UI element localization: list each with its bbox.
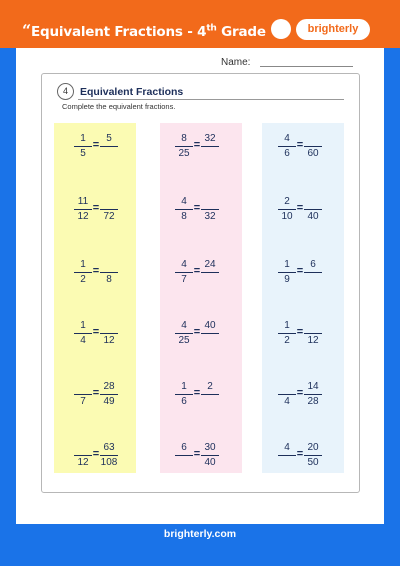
fraction-bar xyxy=(74,146,92,147)
fraction-right xyxy=(304,320,322,347)
fraction-bar xyxy=(100,455,118,456)
fraction-bar xyxy=(175,333,193,334)
fraction-left xyxy=(175,381,193,408)
fraction-bar xyxy=(304,272,322,273)
fraction-equation xyxy=(175,320,223,350)
numerator[interactable] xyxy=(74,442,92,454)
numerator[interactable] xyxy=(201,196,219,208)
fraction-bar xyxy=(100,146,118,147)
fraction-bar xyxy=(74,333,92,334)
numerator: 6 xyxy=(310,259,316,270)
denominator: 60 xyxy=(307,148,319,159)
denominator: 40 xyxy=(307,211,319,222)
fraction-bar xyxy=(100,394,118,395)
fraction-left xyxy=(175,259,193,286)
denominator[interactable] xyxy=(201,274,219,286)
fraction-right xyxy=(100,442,118,469)
fraction-bar xyxy=(74,209,92,210)
numerator: 1 xyxy=(80,133,86,144)
denominator: 72 xyxy=(103,211,115,222)
fraction-left xyxy=(175,196,193,223)
numerator: 1 xyxy=(80,259,86,270)
fraction-equation xyxy=(175,381,223,411)
fraction-bar xyxy=(175,272,193,273)
fraction-right xyxy=(201,196,219,223)
worksheet-title xyxy=(22,21,266,40)
fraction-equation xyxy=(74,196,122,226)
fraction-bar xyxy=(74,272,92,273)
denominator: 4 xyxy=(284,396,290,407)
fraction-bar xyxy=(278,333,296,334)
denominator: 7 xyxy=(80,396,86,407)
fraction-left xyxy=(278,259,296,286)
equals-sign: = xyxy=(296,202,304,214)
fraction-bar xyxy=(74,394,92,395)
fraction-equation xyxy=(175,133,223,163)
fraction-right xyxy=(100,196,118,223)
numerator: 2 xyxy=(207,381,213,392)
fraction-bar xyxy=(201,455,219,456)
numerator: 40 xyxy=(204,320,216,331)
equals-sign: = xyxy=(296,387,304,399)
equals-sign: = xyxy=(92,448,100,460)
numerator: 32 xyxy=(204,133,216,144)
fraction-equation xyxy=(278,259,326,289)
fraction-right xyxy=(304,259,322,286)
numerator: 4 xyxy=(284,133,290,144)
equals-sign: = xyxy=(193,326,201,338)
fraction-bar xyxy=(74,455,92,456)
fraction-equation xyxy=(278,196,326,226)
denominator: 12 xyxy=(77,457,89,468)
fraction-bar xyxy=(175,394,193,395)
denominator: 6 xyxy=(181,396,187,407)
fraction-bar xyxy=(278,146,296,147)
fraction-bar xyxy=(201,272,219,273)
fraction-bar xyxy=(201,209,219,210)
numerator[interactable] xyxy=(74,381,92,393)
fraction-right xyxy=(304,133,322,160)
header-banner xyxy=(0,0,400,48)
denominator[interactable] xyxy=(278,457,296,469)
numerator: 6 xyxy=(181,442,187,453)
numerator: 4 xyxy=(181,320,187,331)
numerator: 63 xyxy=(103,442,115,453)
numerator: 1 xyxy=(284,259,290,270)
fraction-left xyxy=(74,320,92,347)
denominator: 28 xyxy=(307,396,319,407)
fraction-bar xyxy=(175,146,193,147)
fraction-left xyxy=(74,133,92,160)
equals-sign: = xyxy=(92,265,100,277)
denominator: 32 xyxy=(204,211,216,222)
denominator: 50 xyxy=(307,457,319,468)
denominator: 25 xyxy=(178,148,190,159)
numerator: 4 xyxy=(181,259,187,270)
numerator: 4 xyxy=(284,442,290,453)
fraction-equation xyxy=(74,320,122,350)
denominator: 25 xyxy=(178,335,190,346)
fraction-left xyxy=(74,381,92,408)
equals-sign: = xyxy=(193,139,201,151)
equals-sign: = xyxy=(193,202,201,214)
denominator: 12 xyxy=(103,335,115,346)
fraction-right xyxy=(201,320,219,347)
fraction-bar xyxy=(100,272,118,273)
fraction-equation xyxy=(74,259,122,289)
equals-sign: = xyxy=(296,326,304,338)
exercise-number-badge: 4 xyxy=(57,83,74,100)
numerator: 11 xyxy=(77,196,89,207)
denominator: 49 xyxy=(103,396,115,407)
numerator[interactable] xyxy=(304,133,322,145)
fraction-right xyxy=(304,442,322,469)
denominator[interactable] xyxy=(201,396,219,408)
numerator[interactable] xyxy=(100,196,118,208)
fraction-bar xyxy=(278,272,296,273)
fraction-bar xyxy=(304,455,322,456)
fraction-bar xyxy=(201,333,219,334)
fraction-column-2 xyxy=(160,123,242,473)
denominator: 5 xyxy=(80,148,86,159)
fraction-right xyxy=(100,133,118,160)
fraction-equation xyxy=(175,442,223,472)
equals-sign: = xyxy=(193,448,201,460)
fraction-bar xyxy=(304,333,322,334)
fraction-bar xyxy=(100,333,118,334)
denominator: 12 xyxy=(307,335,319,346)
denominator[interactable] xyxy=(201,148,219,160)
section-title: Equivalent Fractions xyxy=(80,86,184,98)
footer-url: brighterly.com xyxy=(163,528,237,540)
fraction-bar xyxy=(304,394,322,395)
numerator: 2 xyxy=(284,196,290,207)
fraction-left xyxy=(278,196,296,223)
numerator: 30 xyxy=(204,442,216,453)
fraction-bar xyxy=(304,146,322,147)
denominator: 6 xyxy=(284,148,290,159)
fraction-left xyxy=(278,320,296,347)
name-input-line[interactable] xyxy=(260,66,353,67)
header-circle-decoration xyxy=(271,19,291,39)
numerator: 1 xyxy=(80,320,86,331)
fraction-left xyxy=(278,442,296,469)
fraction-bar xyxy=(304,209,322,210)
denominator: 8 xyxy=(181,211,187,222)
fraction-left xyxy=(74,196,92,223)
fraction-right xyxy=(201,133,219,160)
quote-mark-icon: “ xyxy=(22,21,32,40)
denominator: 108 xyxy=(100,457,118,468)
fraction-equation xyxy=(74,442,122,472)
title-end: Grade xyxy=(216,24,266,40)
denominator: 40 xyxy=(204,457,216,468)
equals-sign: = xyxy=(296,139,304,151)
fraction-left xyxy=(278,133,296,160)
denominator[interactable] xyxy=(201,335,219,347)
fraction-equation xyxy=(278,133,326,163)
numerator: 14 xyxy=(307,381,319,392)
fraction-equation xyxy=(175,196,223,226)
denominator[interactable] xyxy=(175,457,193,469)
numerator[interactable] xyxy=(304,196,322,208)
section-divider xyxy=(78,99,344,100)
name-label: Name: xyxy=(221,57,251,68)
fraction-equation xyxy=(278,442,326,472)
denominator[interactable] xyxy=(100,148,118,160)
fraction-equation xyxy=(278,381,326,411)
fraction-bar xyxy=(278,394,296,395)
denominator: 7 xyxy=(181,274,187,285)
fraction-equation xyxy=(175,259,223,289)
equals-sign: = xyxy=(92,387,100,399)
brighterly-logo: brighterly xyxy=(296,19,370,40)
fraction-column-3 xyxy=(262,123,344,473)
equals-sign: = xyxy=(92,326,100,338)
equals-sign: = xyxy=(92,202,100,214)
equals-sign: = xyxy=(193,265,201,277)
denominator: 12 xyxy=(77,211,89,222)
equals-sign: = xyxy=(296,265,304,277)
equals-sign: = xyxy=(193,387,201,399)
fraction-left xyxy=(278,381,296,408)
fraction-right xyxy=(201,381,219,408)
fraction-right xyxy=(201,442,219,469)
numerator: 1 xyxy=(181,381,187,392)
numerator: 4 xyxy=(181,196,187,207)
fraction-right xyxy=(100,320,118,347)
numerator[interactable] xyxy=(100,259,118,271)
fraction-left xyxy=(175,320,193,347)
denominator: 8 xyxy=(106,274,112,285)
fraction-bar xyxy=(201,146,219,147)
fraction-right xyxy=(304,196,322,223)
fraction-bar xyxy=(278,455,296,456)
denominator: 4 xyxy=(80,335,86,346)
denominator: 9 xyxy=(284,274,290,285)
numerator: 24 xyxy=(204,259,216,270)
numerator[interactable] xyxy=(304,320,322,332)
fraction-left xyxy=(74,442,92,469)
denominator[interactable] xyxy=(304,274,322,286)
fraction-equation xyxy=(74,381,122,411)
fraction-right xyxy=(100,259,118,286)
denominator: 2 xyxy=(284,335,290,346)
fraction-bar xyxy=(201,394,219,395)
instruction-text: Complete the equivalent fractions. xyxy=(62,102,176,111)
denominator: 2 xyxy=(80,274,86,285)
fraction-equation xyxy=(74,133,122,163)
fraction-right xyxy=(100,381,118,408)
fraction-right xyxy=(304,381,322,408)
numerator: 8 xyxy=(181,133,187,144)
numerator[interactable] xyxy=(278,381,296,393)
fraction-equation xyxy=(278,320,326,350)
numerator: 20 xyxy=(307,442,319,453)
equals-sign: = xyxy=(296,448,304,460)
title-superscript: th xyxy=(206,23,217,34)
fraction-left xyxy=(74,259,92,286)
numerator: 5 xyxy=(106,133,112,144)
numerator[interactable] xyxy=(100,320,118,332)
fraction-left xyxy=(175,133,193,160)
fraction-bar xyxy=(175,209,193,210)
fraction-right xyxy=(201,259,219,286)
fraction-column-1 xyxy=(54,123,136,473)
fraction-left xyxy=(175,442,193,469)
fraction-bar xyxy=(175,455,193,456)
denominator: 10 xyxy=(281,211,293,222)
fraction-bar xyxy=(278,209,296,210)
title-main: Equivalent Fractions - 4 xyxy=(31,24,207,40)
numerator: 1 xyxy=(284,320,290,331)
fraction-bar xyxy=(100,209,118,210)
equals-sign: = xyxy=(92,139,100,151)
numerator: 28 xyxy=(103,381,115,392)
